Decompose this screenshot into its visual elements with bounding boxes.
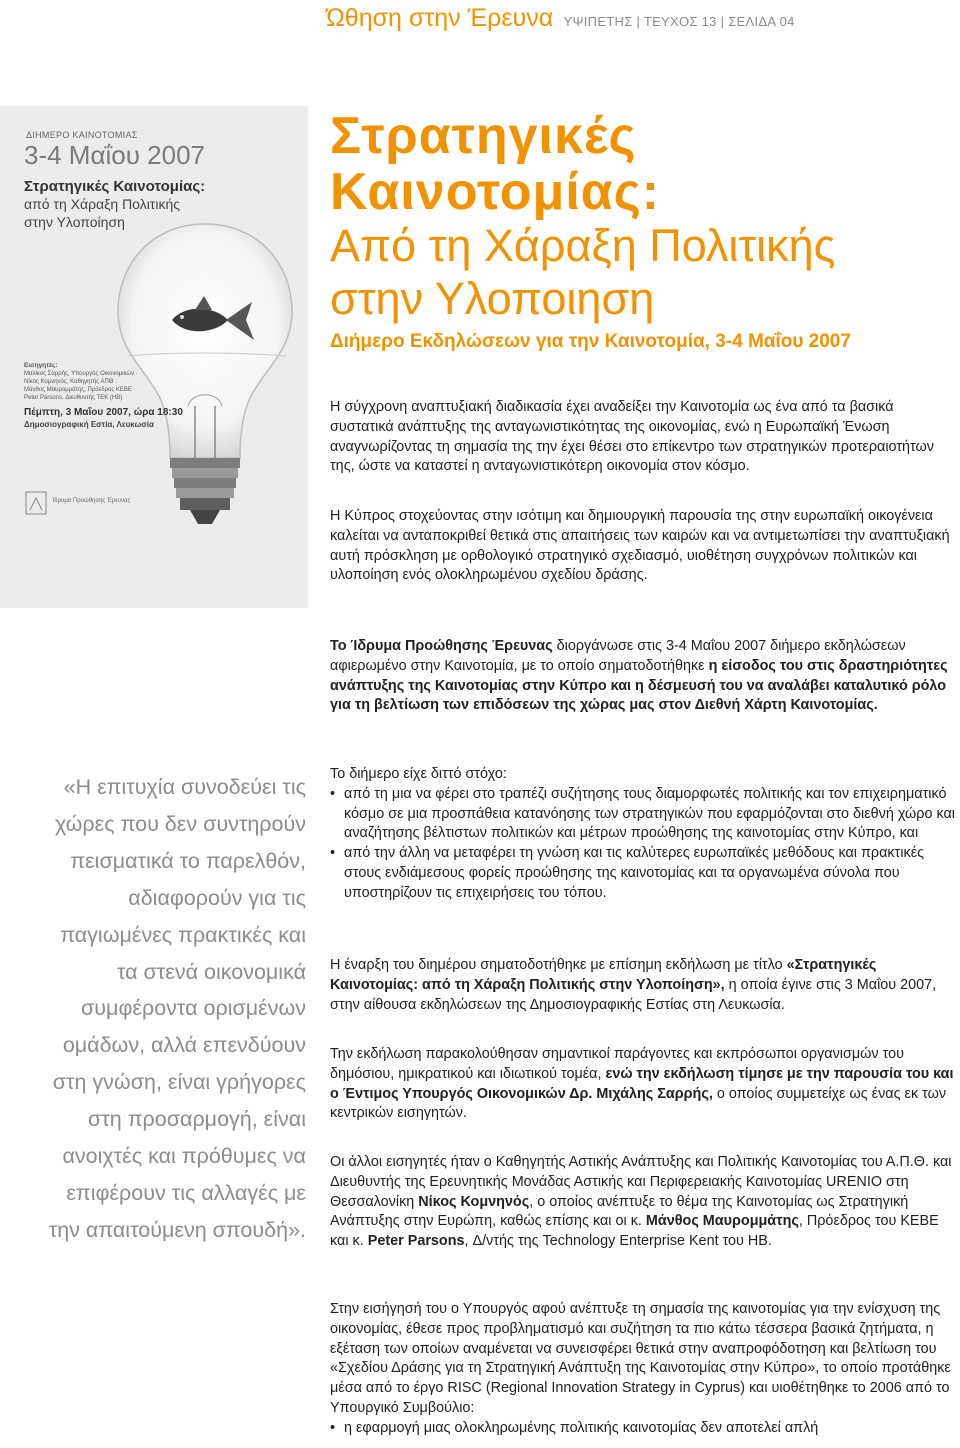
poster-top-label: ΔΙΗΜΕΡΟ ΚΑΙΝΟΤΟΜΙΑΣ: [26, 130, 138, 140]
goals-list: [330, 785, 955, 904]
paragraph-goals: [330, 765, 955, 904]
goal-1: από τη μια να φέρει στο τραπέζι συζήτησης τους διαμορφωτές πολιτικής και τον επιχειρηματικό κόσμο σε μια προσπάθεια κατανόησης των στρατηγικών που εφαρμόζονται στο διεθνή χώρο και αναζήτησης βέλτιστων πολιτικών και μέτρων προώθησης της καινοτομίας στην Κύπρο, και: [344, 785, 955, 842]
paragraph-foundation: [330, 637, 955, 716]
paragraph-opening: [330, 956, 955, 1015]
poster-title-line1: Στρατηγικές Καινοτομίας:: [24, 178, 206, 195]
bullet-mark: •: [330, 1419, 336, 1436]
paragraph-5: [330, 956, 955, 1015]
pull-quote: «Η επιτυχία συνοδεύει τις χώρες που δεν συντηρούν πεισματικά το παρελθόν, αδιαφορούν για τις παγιωμένες πρακτικές και τα στενά οικονομικά συμφέροντα ορισμένων ομάδων, αλλά επενδύουν στη γνώση, είναι γρήγορες στη προσαρμογή, είναι ανοιχτές και πρόθυμες να επιφέρουν τις αλλαγές με την απαιτούμενη σπουδή».: [48, 775, 306, 1242]
article-title-block: [330, 108, 950, 354]
poster-title-line2: από τη Χάραξη Πολιτικής: [24, 196, 180, 212]
paragraph-2: Η Κύπρος στοχεύοντας στην ισότιμη και δημιουργική παρουσία της στην ευρωπαϊκή οικογένεια καλείται να ανταποκριθεί θετικά στις απαιτήσεις των καιρών και να αντιμετωπίσει την αναπτυξιακή αυτή πρόσκληση με ορθολογικό στρατηγικό σχεδιασμό, υιοθέτηση συγχρόνων πολιτικών και υλοποίηση ενός ολοκληρωμένου σχεδίου δράσης.: [330, 508, 950, 584]
bullet-mark: •: [330, 785, 336, 802]
bullet-mark: •: [330, 845, 336, 862]
paragraph-speakers: [330, 1153, 955, 1252]
paragraph-7-text3: , Πρόεδρος του ΚΕΒΕ και κ.: [330, 1213, 939, 1250]
paragraph-6-text1: Την εκδήλωση παρακολούθησαν σημαντικοί παράγοντες και εκπρόσωποι οργανισμών του δημόσιου, ημικρατικού και ιδιωτικού τομέα,: [330, 1046, 904, 1082]
list-item: [330, 1419, 955, 1439]
article-subtitle: Διήμερο Εκδηλώσεων για την Καινοτομία, 3-4 Μαΐου 2007: [330, 331, 851, 352]
list-item: [330, 844, 955, 903]
paragraph-3: [330, 637, 955, 716]
section-title: Ώθηση στην Έρευνα: [326, 4, 554, 32]
running-header: [326, 4, 795, 33]
paragraph-5-text1: Η έναρξη του διημέρου σηματοδοτήθηκε με επίσημη εκδήλωση με τίτλο: [330, 957, 787, 973]
goal-2: από την άλλη να μεταφέρει τη γνώση και τις καλύτερες ευρωπαϊκές μεθόδους και πρακτικές στους ενδιάμεσους φορείς προώθησης της καινοτομίας και τα οργανωμένα σύνολα που υποστηρίζουν τις επιχειρήσεις του τόπου.: [344, 845, 925, 901]
poster-speakers-list: Μαλίκος Σαρρής, Υπουργός Οικονομικών · Νίκος Κομνηνός, Καθηγητής ΑΠΘ · Μάνθος Μαυρομμάτης, Πρόεδρος ΚΕΒΕ · Peter Parsons, Διευθυντής TEK (HB): [24, 371, 138, 401]
paragraph-cyprus: [330, 507, 955, 586]
poster-speakers-heading: Εισηγητές:: [24, 362, 58, 369]
poster-event-time: Πέμπτη, 3 Μαΐου 2007, ώρα 18:30: [24, 407, 183, 418]
foundation-name: Το Ίδρυμα Προώθησης Έρευνας: [330, 638, 553, 654]
poster-title-line3: στην Υλοποίηση: [24, 214, 125, 230]
paragraph-intro: [330, 398, 955, 477]
paragraph-5-text2: η οποία έγινε στις 3 Μαΐου 2007, στην αίθουσα εκδηλώσεων της Δημοσιογραφικής Εστίας στη Λευκωσία.: [330, 976, 937, 1013]
poster-event-venue: Δημοσιογραφική Εστία, Λευκωσία: [24, 420, 154, 429]
paragraph-7: [330, 1153, 955, 1252]
event-poster-image: [0, 106, 308, 608]
paragraph-7-text2: , ο οποίος ανέπτυξε το θέμα της Καινοτομίας ως Στρατηγική Ανάπτυξης στην Ευρώπη, καθώς επίσης και οι κ.: [330, 1193, 909, 1230]
speaker-parsons: Peter Parsons: [367, 1233, 465, 1250]
paragraph-minister-speech: [330, 1300, 955, 1439]
speaker-mavrommatis: Μάνθος Μαυρομμάτης: [645, 1213, 799, 1230]
paragraph-3-emphasis: η είσοδος του στις δραστηριότητες ανάπτυξης της Καινοτομίας στην Κύπρο και η δέσμευσή του να αναλάβει καταλυτικό ρόλο για τη βελτίωση των επιδόσεων της χώρας μας στον Διεθνή Χάρτη Καινοτομίας.: [330, 657, 948, 714]
minister-emphasis: ενώ την εκδήλωση τίμησε με την παρουσία του και ο Έντιμος Υπουργός Οικονομικών Δρ. Μιχάλης Σαρρής,: [330, 1065, 954, 1102]
paragraph-6: [330, 1045, 955, 1124]
paragraph-8: Στην εισήγησή του ο Υπουργός αφού ανέπτυξε τη σημασία της καινοτομίας για την ενίσχυση της οικονομίας, έθεσε προς προβληματισμό και συζήτηση τα πιο κάτω τέσσερα βασικά ζητήματα, η εξέταση των οποίων αναμένεται να συνεισφέρει θετικά στην αναπροφόδοτηση και βελτίωση του «Σχεδίου Δράσης για τη Στρατηγική Ανάπτυξη της Καινοτομίας στην Κύπρο», το οποίο προτάθηκε μέσα από το έργο RISC (Regional Innovation Strategy in Cyprus) και υιοθέτηθηκε το 2006 από το Υπουργικό Συμβούλιο:: [330, 1301, 951, 1416]
paragraph-7-text4: , Δ/ντής της Technology Enterprise Kent του ΗΒ.: [464, 1233, 772, 1250]
paragraph-attendance: [330, 1045, 955, 1124]
speaker-komninos: Νίκος Κομνηνός: [418, 1193, 530, 1210]
issue-meta: ΥΨΙΠΕΤΗΣ | ΤΕΥΧΟΣ 13 | ΣΕΛΙΔΑ 04: [563, 14, 795, 29]
list-item: [330, 785, 955, 844]
event-title-emphasis: «Στρατηγικές Καινοτομίας: από τη Χάραξη Πολιτικής στην Υλοποίηση»,: [330, 957, 877, 993]
title-line1: Στρατηγικές: [330, 107, 637, 165]
title-line2: Καινοτομίας:: [330, 163, 661, 221]
goals-intro: Το διήμερο είχε διττό στόχο:: [330, 766, 507, 782]
title-line4: στην Υλοποιηση: [330, 273, 655, 324]
paragraph-3-text: διοργάνωσε στις 3-4 Μαΐου 2007 διήμερο εκδηλώσεων αφιερωμένο στην Καινοτομία, με το οποίο σηματοδοτήθηκε: [330, 638, 906, 674]
poster-logo-text: Ίδρυμα Προώθησης Έρευνας: [52, 498, 131, 504]
issue-1: η εφαρμογή μιας ολοκληρωμένης πολιτικής καινοτομίας δεν αποτελεί απλή: [344, 1419, 819, 1436]
poster-date: 3-4 Μαΐου 2007: [24, 140, 206, 170]
paragraph-7-text1: Οι άλλοι εισηγητές ήταν ο Καθηγητής Αστικής Ανάπτυξης και Πολιτικής Καινοτομίας του Α.Π.Θ. και Διευθυντής της Ερευνητικής Μονάδας Αστικής και Περιφερειακής Καινοτομίας URENIO στη Θεσσαλονίκη: [330, 1154, 952, 1210]
issues-list: [330, 1419, 955, 1439]
paragraph-1: Η σύγχρονη αναπτυξιακή διαδικασία έχει αναδείξει την Καινοτομία ως ένα από τα βασικά συστατικά ανάπτυξης της ανταγωνιστικότητας της οικονομίας, ενώ η Ευρωπαϊκή Ένωση αναγνωρίζοντας τη σημασία της την έχει θέσει στο επίκεντρο των στρατηγικών προτεραιοτήτων της, ώστε να καταστεί η ανταγωνιστικότερη οικονομία στον κόσμο.: [330, 399, 934, 475]
poster-speakers: [24, 362, 139, 402]
title-line3: Από τη Χάραξη Πολιτικής: [330, 220, 836, 271]
paragraph-6-text2: ο οποίος συμμετείχε ως ένας εκ των κεντρικών εισηγητών.: [330, 1085, 947, 1122]
